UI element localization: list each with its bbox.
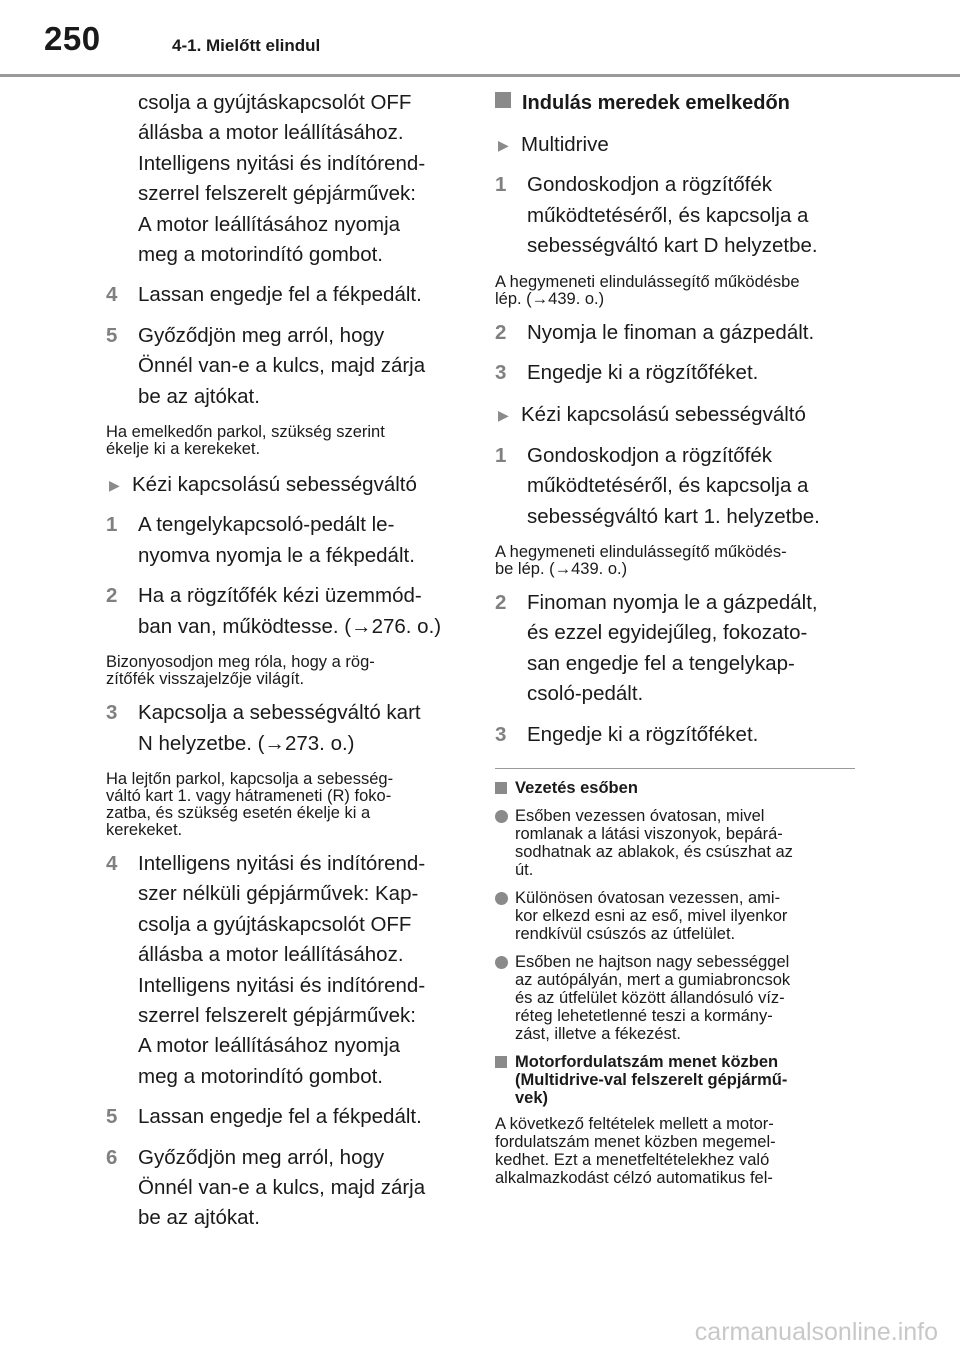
chapter-title: 4-1. Mielőtt elindul (172, 36, 321, 55)
step-item: 2 Nyomja le finoman a gázpedált. (495, 318, 855, 348)
step-item: 3 Kapcsolja a sebességváltó kart N helyzetbe. (→273. o.) (106, 698, 472, 759)
info-paragraph: A következő feltételek mellett a motor- fordulatszám menet közben megemel- kedhet. Ezt a menetfeltételekhez való alkalmazkodást célzó automatikus fel- (495, 1115, 776, 1188)
section-heading: Indulás meredek emelkedőn (495, 88, 855, 118)
step-number: 5 (106, 323, 118, 347)
info-heading: Motorfordulatszám menet közben (Multidrive-val felszerelt gépjármű- vek) (495, 1053, 855, 1107)
watermark: carmanualsonline.info (694, 1318, 938, 1346)
note-text: A hegymeneti elindulássegítő működés- be lép. (→439. o.) (495, 543, 787, 579)
step-number: 2 (495, 591, 507, 615)
step-item: 4 Lassan engedje fel a fékpedált. (106, 280, 472, 310)
step-number: 1 (495, 173, 507, 197)
note-text: Bizonyosodjon meg róla, hogy a rög- zítőfék visszajelzője világít. (106, 653, 375, 689)
step-item: 3 Engedje ki a rögzítőféket. (495, 358, 855, 388)
left-column (106, 88, 472, 1234)
page-number: 250 (44, 20, 101, 57)
step-number: 3 (106, 701, 118, 725)
square-bullet-icon (495, 92, 511, 108)
section-divider (495, 768, 855, 769)
note-text: Ha lejtőn parkol, kapcsolja a sebesség- váltó kart 1. vagy hátrameneti (R) foko- zatba, és szükség esetén ékelje ki a kerekeket. (106, 769, 394, 839)
step-item: 2 Ha a rögzítőfék kézi üzemmód- ban van, működtesse. (→276. o.) (106, 581, 472, 642)
step-item: 3 Engedje ki a rögzítőféket. (495, 720, 855, 750)
bullet-item: Különösen óvatosan vezessen, ami- kor elkezd esni az eső, mivel ilyenkor rendkívül csúszós az útfelület. (495, 889, 855, 943)
step-item: 1 Gondoskodjon a rögzítőfék működtetéséről, és kapcsolja a sebességváltó kart D helyzetbe. (495, 170, 855, 261)
step-number: 6 (106, 1145, 118, 1169)
step-number: 5 (106, 1105, 118, 1129)
note-text: Ha emelkedőn parkol, szükség szerint ékelje ki a kerekeket. (106, 423, 385, 459)
triangle-icon: ▶ (498, 407, 509, 424)
subsection-heading: ▶ Kézi kapcsolású sebességváltó (495, 400, 855, 430)
step-number: 2 (106, 584, 118, 608)
continued-text: csolja a gyújtáskapcsolót OFF állásba a motor leállításához. Intelligens nyitási és indítórend- szerrel felszerelt gépjárművek: A motor leállításához nyomja meg a motorindító gombot. (138, 91, 426, 267)
square-bullet-icon (495, 1056, 507, 1068)
info-heading: Vezetés esőben (495, 779, 855, 797)
step-number: 2 (495, 320, 507, 344)
subsection-heading: ▶ Kézi kapcsolású sebességváltó (106, 470, 472, 500)
circle-bullet-icon (495, 956, 508, 969)
step-item: 1 A tengelykapcsoló-pedált le- nyomva nyomja le a fékpedált. (106, 510, 472, 571)
bullet-item: Esőben ne hajtson nagy sebességgel az autópályán, mert a gumiabroncsok és az útfelület között állandósuló víz- réteg lehetetlenné teszi a kormány- zást, illetve a fékezést. (495, 953, 855, 1043)
circle-bullet-icon (495, 810, 508, 823)
step-number: 1 (495, 443, 507, 467)
right-column (495, 88, 855, 1187)
step-item: 6 Győződjön meg arról, hogy Önnél van-e a kulcs, majd zárja be az ajtókat. (106, 1143, 472, 1234)
note-text: A hegymeneti elindulássegítő működésbe lép. (→439. o.) (495, 272, 800, 308)
step-item: 1 Gondoskodjon a rögzítőfék működtetéséről, és kapcsolja a sebességváltó kart 1. helyzetbe. (495, 441, 855, 532)
step-number: 1 (106, 513, 118, 537)
step-item: 5 Lassan engedje fel a fékpedált. (106, 1102, 472, 1132)
bullet-item: Esőben vezessen óvatosan, mivel romlanak a látási viszonyok, bepárá- sodhatnak az ablakok, és csúszhat az út. (495, 807, 855, 879)
square-bullet-icon (495, 782, 507, 794)
triangle-icon: ▶ (109, 477, 120, 494)
step-number: 4 (106, 283, 118, 307)
step-item: 5 Győződjön meg arról, hogy Önnél van-e a kulcs, majd zárja be az ajtókat. (106, 321, 472, 412)
circle-bullet-icon (495, 892, 508, 905)
step-number: 3 (495, 361, 507, 385)
header-divider (0, 74, 960, 77)
subsection-heading: ▶ Multidrive (495, 130, 855, 160)
step-number: 4 (106, 851, 118, 875)
step-item: 2 Finoman nyomja le a gázpedált, és ezzel egyidejűleg, fokozato- san engedje fel a tengelykap- csoló-pedált. (495, 588, 855, 710)
triangle-icon: ▶ (498, 137, 509, 153)
step-item: 4 Intelligens nyitási és indítórend- szer nélküli gépjárművek: Kap- csolja a gyújtáskapcsolót OFF állásba a motor leállításához. Intelligens nyitási és indítórend- szerrel felszerelt gépjárművek: A motor leállításához nyomja meg a motorindító gombot. (106, 849, 472, 1092)
step-number: 3 (495, 722, 507, 746)
page-header (0, 0, 960, 78)
